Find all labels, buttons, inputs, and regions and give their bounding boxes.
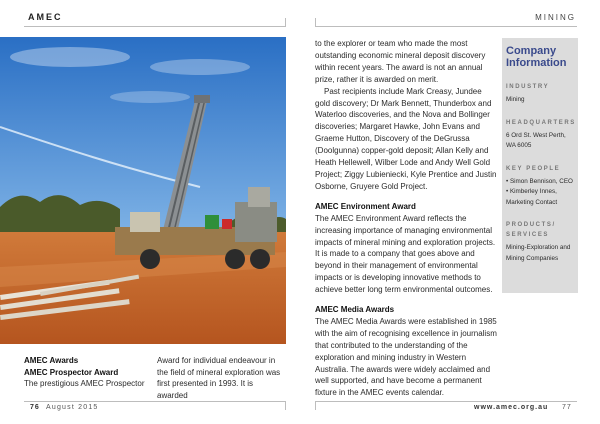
media-awards-heading: AMEC Media Awards — [315, 305, 395, 315]
header-rule-right — [315, 26, 577, 27]
page-number-right: 77 — [562, 404, 572, 411]
issue-date: August 2015 — [46, 404, 99, 411]
website-link[interactable]: www.amec.org.au — [474, 404, 549, 411]
footer-gutter-tick-right — [315, 401, 316, 410]
products-services-value: Mining-Exploration and Mining Companies — [506, 244, 571, 262]
media-awards-text: The AMEC Media Awards were established in 1985 with the aim of recognising excellence in journalism that contributed to the understanding of the exploration and mining industry in Western Australia. The awards were widely acclaimed and well supported, and have become a permanent fixture in the AMEC events calendar. — [315, 316, 497, 398]
awards-heading: AMEC Awards — [24, 356, 79, 365]
footer-rule-right — [315, 401, 577, 402]
key-person-item: • Kimberley Innes, Marketing Contact — [506, 188, 558, 206]
industry-label: INDUSTRY — [506, 84, 550, 90]
body-paragraph-1: to the explorer or team who made the most outstanding economic mineral deposit discovery within recent years. The award is not an annual prize, rather it is awarded on merit. — [315, 39, 486, 84]
magazine-brand: AMEC — [28, 12, 63, 22]
header-rule-left — [24, 26, 286, 27]
caption-text-1: The prestigious AMEC Prospector — [24, 379, 145, 389]
caption-text-2: Award for individual endeavour in the field of mineral exploration was first presented in 1993. It is awarded — [157, 356, 281, 400]
section-name: MINING — [535, 13, 576, 22]
company-info-sidebar — [502, 38, 578, 293]
products-services-label: PRODUCTS/ SERVICES — [506, 222, 556, 238]
key-people-list — [506, 177, 574, 209]
caption-column-1 — [24, 355, 150, 390]
key-person-item: • Simon Bennison, CEO — [506, 177, 573, 185]
drilling-rig-photo — [0, 37, 286, 344]
key-people-label: KEY PEOPLE — [506, 165, 561, 172]
industry-value: Mining — [506, 96, 525, 103]
sidebar-title: Company Information — [506, 45, 567, 69]
article-body — [315, 38, 497, 399]
caption-column-2 — [157, 355, 285, 401]
prospector-award-heading: AMEC Prospector Award — [24, 367, 119, 377]
headquarters-value: 6 Ord St. West Perth, WA 6005 — [506, 131, 566, 149]
body-paragraph-2: Past recipients include Mark Creasy, Jundee gold discovery; Dr Mark Bennett, Thunderbox and Waterloo discoveries, and the Nova and Bollinger discoveries; Margaret Hawke, John Evans and Graeme Hutton, Discovery of the DeGrussa (Doolgunna) copper-gold deposit; Allan Kelly and Heath Hellewell, Wilber Lode and Andy Well Gold Project; Ziggy Lubieniecki, Kyle Prentice and Justin Osborne, Gruyere Gold Project. — [315, 86, 497, 191]
footer-rule-left — [24, 401, 286, 402]
page-number-left: 76 — [30, 404, 40, 411]
footer-gutter-tick-left — [285, 401, 286, 410]
environment-award-text: The AMEC Environment Award reflects the increasing importance of managing environmental impacts of mineral mining and exploration projects. It is made to a company that goes above and beyond in their management of environmental impacts or is developing innovative methods to achieve better long term environmental outcomes. — [315, 213, 496, 295]
header-gutter-tick-right — [315, 18, 316, 27]
headquarters-label: HEADQUARTERS — [506, 119, 576, 126]
header-gutter-tick-left — [285, 18, 286, 27]
environment-award-heading: AMEC Environment Award — [315, 201, 416, 211]
